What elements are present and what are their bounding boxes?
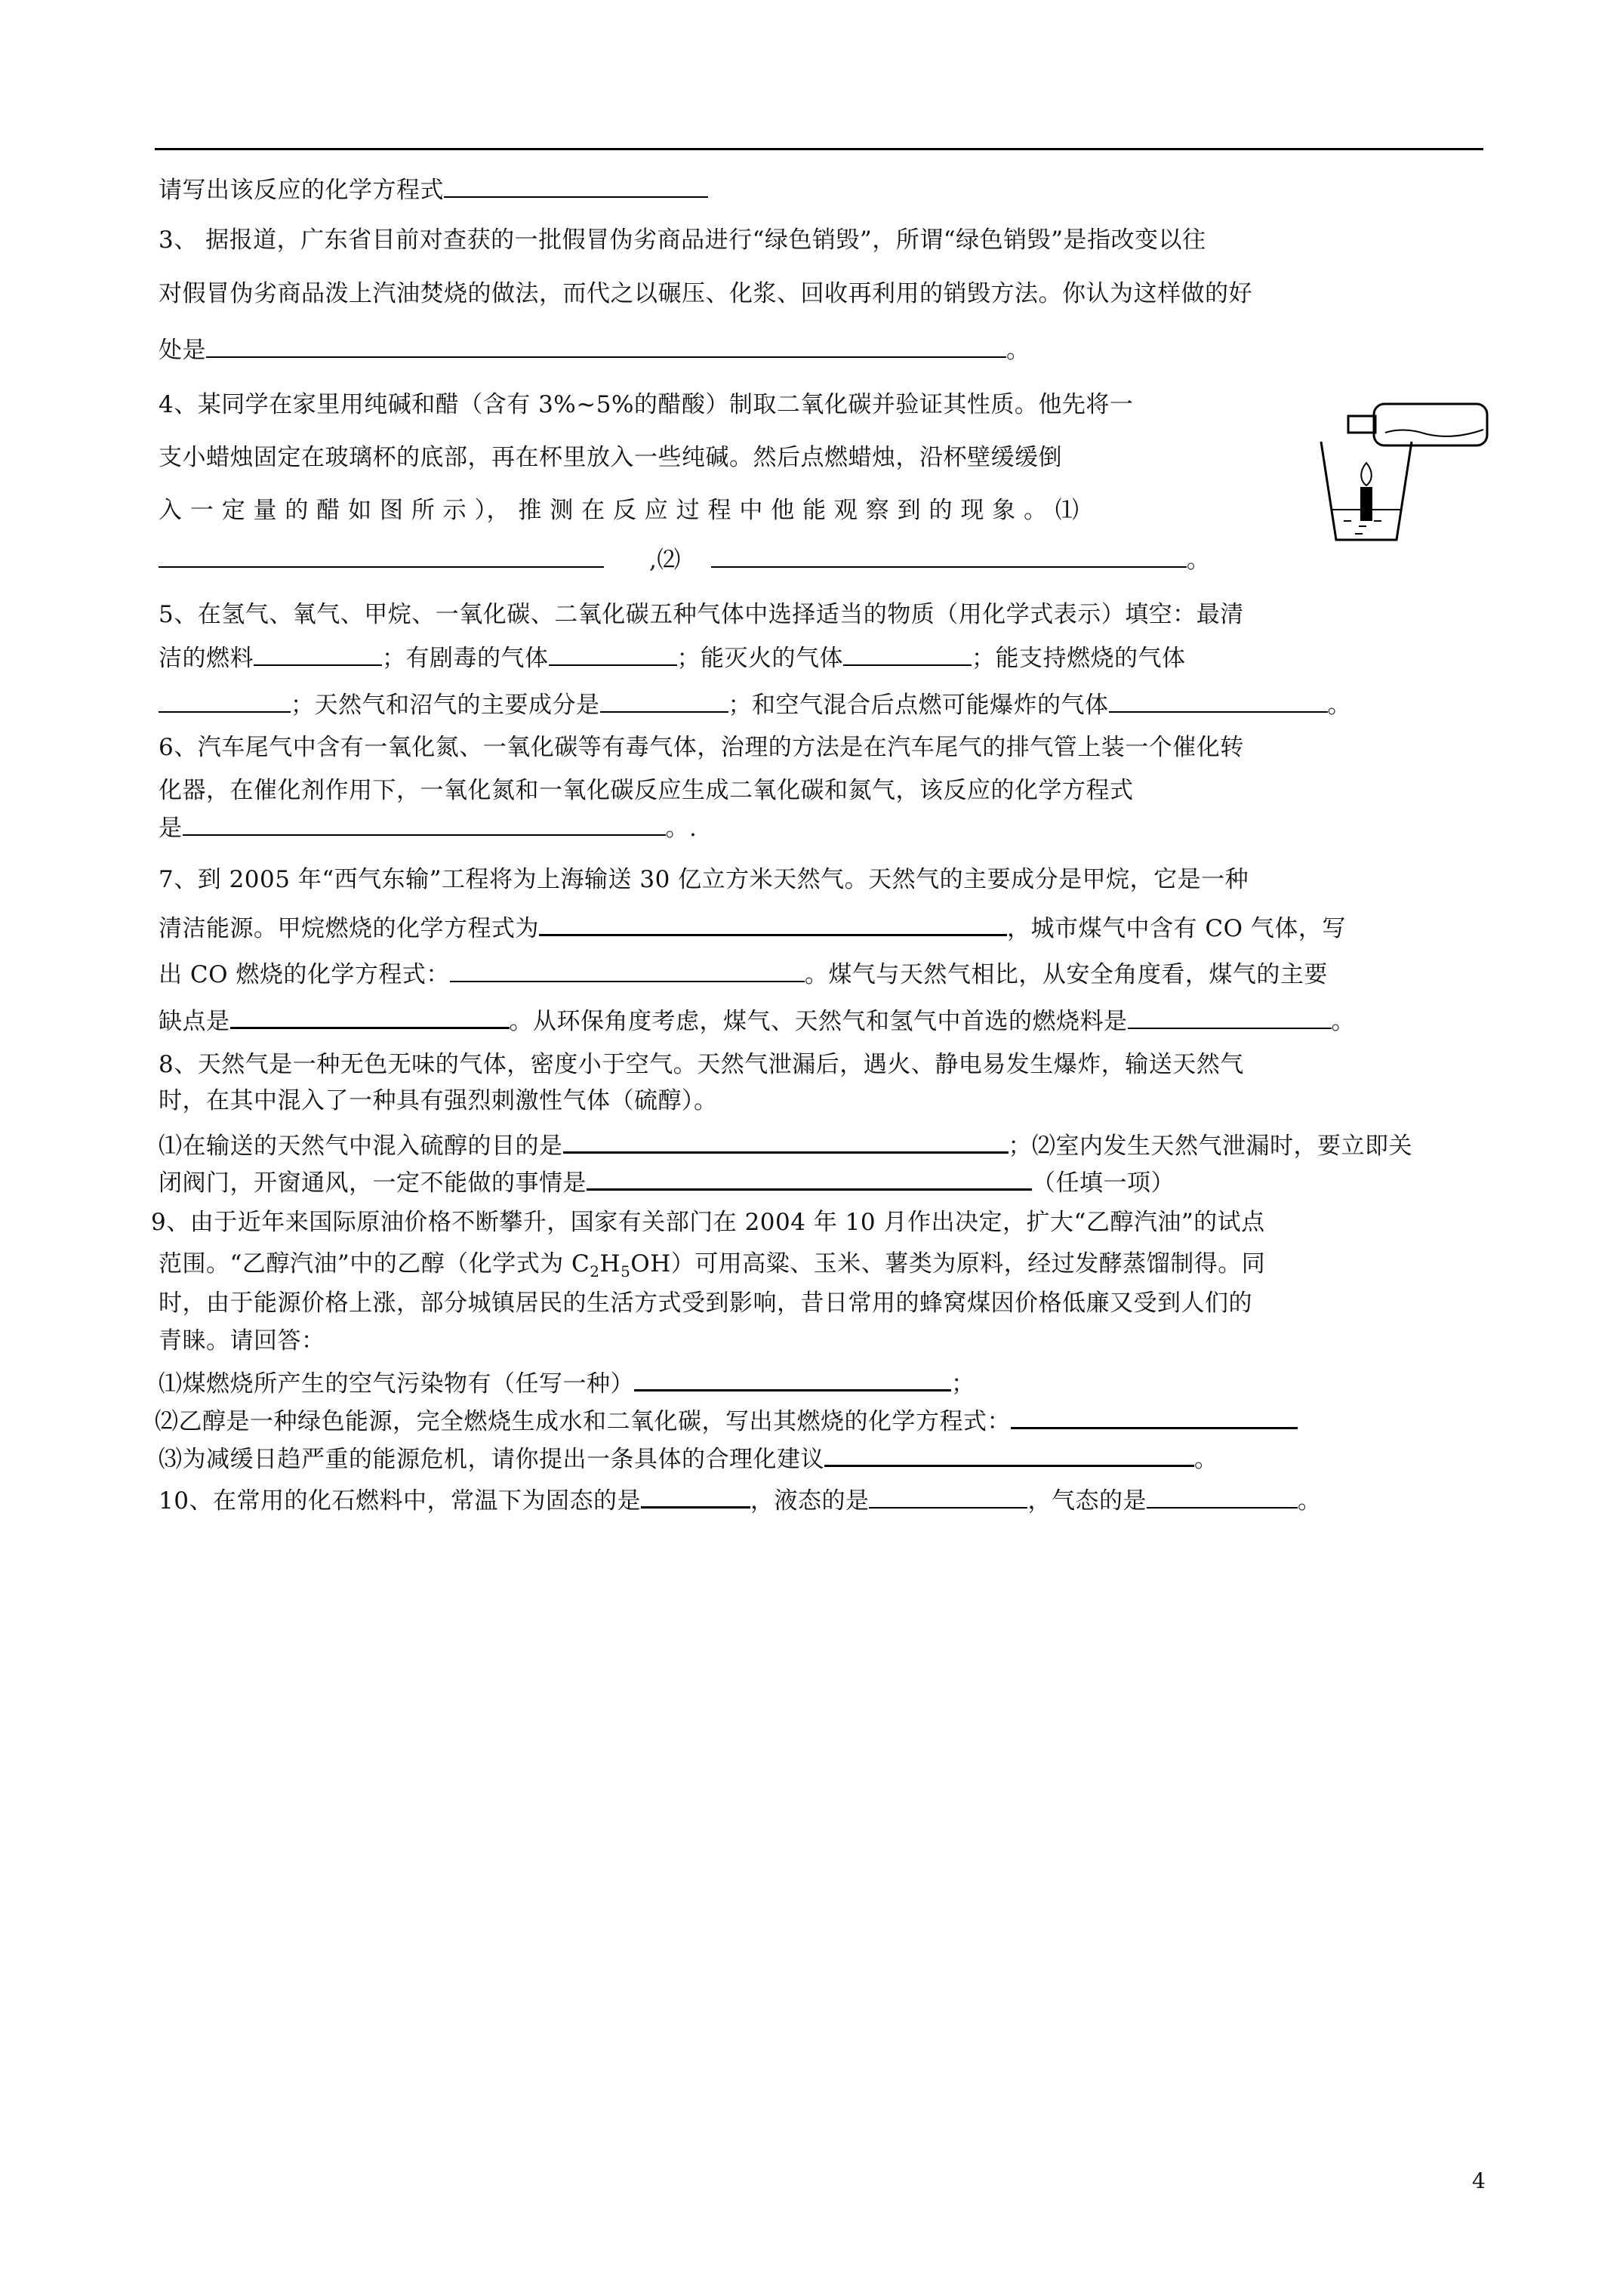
text-line: 范围。“乙醇汽油”中的乙醇（化学式为 $C_2H_5OH$）可用高粱、玉米、薯类为原料，经过发酵蒸馏制得。同 xyxy=(159,1250,1266,1281)
question-9: 9、由于近年来国际原油价格不断攀升，国家有关部门在 2004 年 10 月作出决定，扩大“乙醇汽油”的试点 xyxy=(151,1209,1265,1236)
text-line: 处是 。 xyxy=(159,332,1487,367)
text-line: ⑴在输送的天然气中混入硫醇的目的是 ；⑵室内发生天然气泄漏时，要立即关 xyxy=(159,1127,1487,1163)
answer-blank[interactable] xyxy=(1011,1403,1298,1429)
text-line: 支小蜡烛固定在玻璃杯的底部，再在杯里放入一些纯碱。然后点燃蜡烛，沿杯壁缓缓倒 xyxy=(159,444,1062,471)
text-line: 对假冒伪劣商品泼上汽油焚烧的做法，而代之以碾压、化浆、回收再利用的销毁方法。你认为这样做的好 xyxy=(159,280,1252,307)
text-line: 清洁能源。甲烷燃烧的化学方程式为 ，城市煤气中含有 CO 气体，写 xyxy=(159,910,1487,945)
text-line: ；天然气和沼气的主要成分是 ；和空气混合后点燃可能爆炸的气体 。 xyxy=(159,687,1487,722)
question-6: 6、汽车尾气中含有一氧化氮、一氧化碳等有毒气体，治理的方法是在汽车尾气的排气管上装一个催化转 xyxy=(159,734,1244,761)
answer-blank[interactable] xyxy=(539,910,1007,936)
question-4: 4、某同学在家里用纯碱和醋（含有 3%~5%的醋酸）制取二氧化碳并验证其性质。他先将一 xyxy=(159,391,1134,418)
text-line: 青睐。请回答： xyxy=(159,1327,325,1354)
text-line: 时，在其中混入了一种具有强烈刺激性气体（硫醇）。 xyxy=(159,1087,718,1114)
answer-blank[interactable] xyxy=(711,542,1187,568)
answer-blank[interactable] xyxy=(183,810,666,836)
answer-blank[interactable] xyxy=(549,640,677,666)
answer-blank[interactable] xyxy=(587,1164,1032,1191)
question-10: 10、在常用的化石燃料中，常温下为固态的是 ，液态的是 ，气态的是 。 xyxy=(159,1482,1487,1518)
header-rule xyxy=(155,148,1483,150)
answer-blank[interactable] xyxy=(1128,1003,1332,1029)
bottle-icon xyxy=(1348,404,1487,445)
answer-blank[interactable] xyxy=(634,1365,951,1391)
answer-blank[interactable] xyxy=(159,687,291,713)
question-8: 8、天然气是一种无色无味的气体，密度小于空气。天然气泄漏后，遇火、静电易发生爆炸，输送天然气 xyxy=(159,1051,1244,1078)
text-line: 缺点是 。从环保角度考虑，煤气、天然气和氢气中首选的燃烧料是 。 xyxy=(159,1003,1487,1038)
candle-icon xyxy=(1360,463,1372,521)
answer-blank[interactable] xyxy=(843,640,972,666)
question-5: 5、在氢气、氧气、甲烷、一氧化碳、二氧化碳五种气体中选择适当的物质（用化学式表示）填空：最清 xyxy=(159,601,1244,628)
answer-blank[interactable] xyxy=(824,1441,1194,1467)
text-line: ,⑵ 。 xyxy=(159,542,1487,577)
page-number: 4 xyxy=(1472,2168,1486,2193)
text-line: ⑵乙醇是一种绿色能源，完全燃烧生成水和二氧化碳，写出其燃烧的化学方程式： xyxy=(155,1403,1483,1438)
question-3: 3、 据报道，广东省目前对查获的一批假冒伪劣商品进行“绿色销毁”，所谓“绿色销毁”是指改变以往 xyxy=(159,227,1206,254)
answer-blank[interactable] xyxy=(254,640,382,666)
text-line: ⑶为减缓日趋严重的能源危机，请你提出一条具体的合理化建议 。 xyxy=(159,1441,1487,1476)
answer-blank[interactable] xyxy=(206,332,1006,358)
beaker-bottle-figure xyxy=(1313,396,1495,547)
text-line: 是 。. xyxy=(159,810,1487,845)
text-line: 出 CO 燃烧的化学方程式： 。煤气与天然气相比，从安全角度看，煤气的主要 xyxy=(159,957,1487,991)
answer-blank[interactable] xyxy=(641,1482,750,1509)
text-line: 化器，在催化剂作用下，一氧化氮和一氧化碳反应生成二氧化碳和氮气，该反应的化学方程式 xyxy=(159,777,1134,804)
answer-blank[interactable] xyxy=(563,1127,1009,1154)
answer-blank[interactable] xyxy=(600,687,728,713)
answer-blank[interactable] xyxy=(159,542,604,568)
question-7: 7、到 2005 年“西气东输”工程将为上海输送 30 亿立方米天然气。天然气的主要成分是甲烷，它是一种 xyxy=(159,866,1249,893)
text-line: 时，由于能源价格上涨，部分城镇居民的生活方式受到影响，昔日常用的蜂窝煤因价格低廉又受到人们的 xyxy=(159,1290,1252,1317)
answer-blank[interactable] xyxy=(444,172,708,198)
answer-blank[interactable] xyxy=(1147,1483,1298,1509)
answer-blank[interactable] xyxy=(450,957,805,982)
text-line: 洁的燃料 ；有剧毒的气体 ；能灭火的气体 ；能支持燃烧的气体 xyxy=(159,640,1487,675)
answer-blank[interactable] xyxy=(869,1483,1027,1509)
text-line: 请写出该反应的化学方程式 xyxy=(159,172,1487,207)
text-line: ⑴煤燃烧所产生的空气污染物有（任写一种） ； xyxy=(159,1365,1487,1401)
text-line: 闭阀门，开窗通风，一定不能做的事情是 （任填一项） xyxy=(159,1164,1487,1200)
answer-blank[interactable] xyxy=(230,1003,510,1029)
answer-blank[interactable] xyxy=(1109,687,1328,713)
text-line: 入 一 定 量 的 醋 如 图 所 示 ）， 推 测 在 反 应 过 程 中 他 能 观 察 到 的 现 象 。 ⑴ xyxy=(159,497,1079,524)
